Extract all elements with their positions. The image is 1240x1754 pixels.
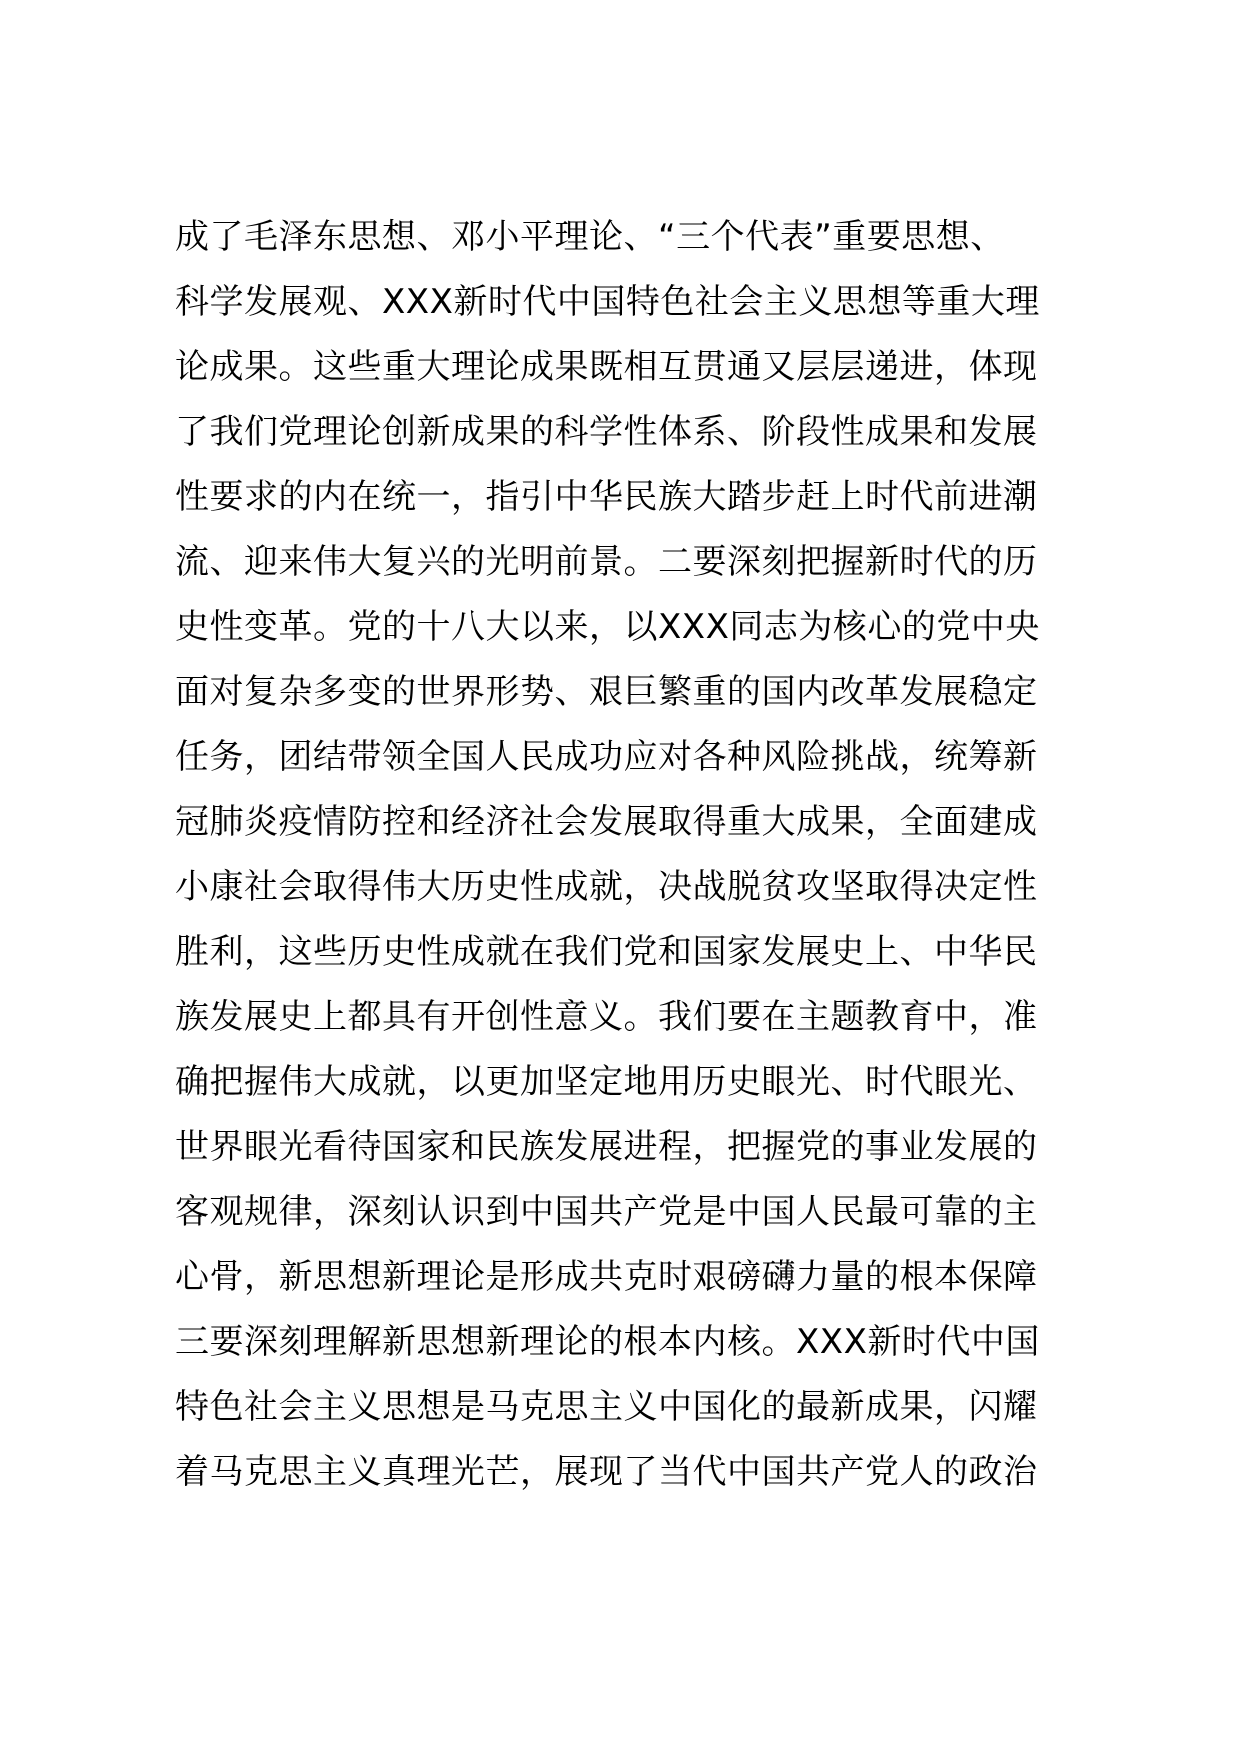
text-line: 论成果。这些重大理论成果既相互贯通又层层递进，体现 [175, 347, 1038, 387]
text-line: 族发展史上都具有开创性意义。我们要在主题教育中，准 [175, 997, 1038, 1037]
text-line: 心骨，新思想新理论是形成共克时艰磅礴力量的根本保障 [175, 1257, 1038, 1297]
text-line: 了我们党理论创新成果的科学性体系、阶段性成果和发展 [175, 412, 1038, 452]
text-line: 任务，团结带领全国人民成功应对各种风险挑战，统筹新 [175, 737, 1038, 777]
text-line: 小康社会取得伟大历史性成就，决战脱贫攻坚取得决定性 [175, 867, 1038, 907]
text-line: 成了毛泽东思想、邓小平理论、“三个代表”重要思想、 [175, 217, 1005, 257]
body-text [175, 205, 1075, 1505]
text-line: 三要深刻理解新思想新理论的根本内核。XXX新时代中国 [175, 1322, 1040, 1362]
text-line: 着马克思主义真理光芒，展现了当代中国共产党人的政治 [175, 1452, 1038, 1492]
text-line: 流、迎来伟大复兴的光明前景。二要深刻把握新时代的历 [175, 542, 1038, 582]
text-line: 客观规律，深刻认识到中国共产党是中国人民最可靠的主 [175, 1192, 1038, 1232]
text-line: 世界眼光看待国家和民族发展进程，把握党的事业发展的 [175, 1127, 1038, 1167]
text-line: 性要求的内在统一，指引中华民族大踏步赶上时代前进潮 [175, 477, 1038, 517]
text-line: 确把握伟大成就，以更加坚定地用历史眼光、时代眼光、 [175, 1062, 1038, 1102]
text-line: 胜利，这些历史性成就在我们党和国家发展史上、中华民 [175, 932, 1038, 972]
text-line: 面对复杂多变的世界形势、艰巨繁重的国内改革发展稳定 [175, 672, 1038, 712]
text-line: 科学发展观、XXX新时代中国特色社会主义思想等重大理 [175, 282, 1040, 322]
text-line: 冠肺炎疫情防控和经济社会发展取得重大成果，全面建成 [175, 802, 1038, 842]
text-line: 特色社会主义思想是马克思主义中国化的最新成果，闪耀 [175, 1387, 1038, 1427]
text-line: 史性变革。党的十八大以来，以XXX同志为核心的党中央 [175, 607, 1040, 647]
